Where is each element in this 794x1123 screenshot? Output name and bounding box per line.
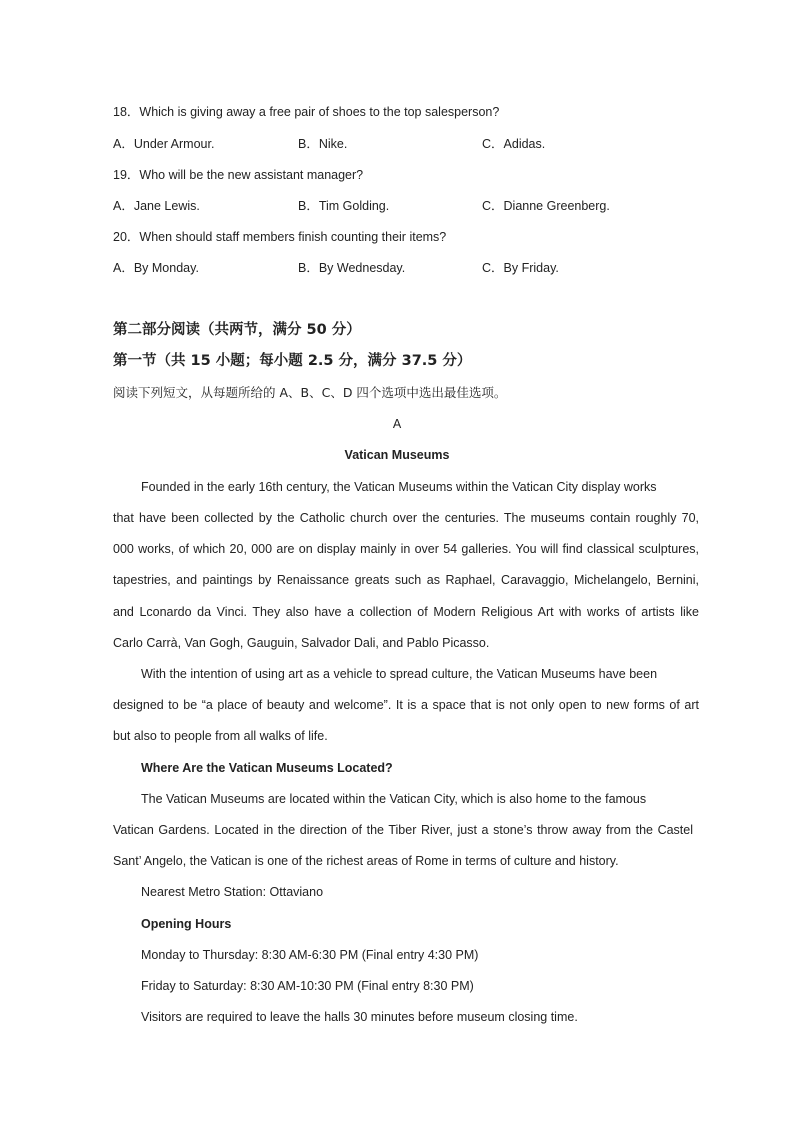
part-title: 第二部分阅读（共两节，满分 50 分） [113, 322, 361, 338]
paragraph-3-line: Sant’ Angelo, the Vatican is one of the richest areas of Rome in terms of culture and history. [113, 854, 619, 868]
question-20-option-c: C．By Friday. [482, 261, 559, 275]
question-19-option-a: A．Jane Lewis. [113, 199, 200, 213]
location-heading: Where Are the Vatican Museums Located? [141, 761, 393, 775]
paragraph-1-line: Founded in the early 16th century, the Vatican Museums within the Vatican City display works [141, 480, 657, 494]
question-18-option-c: C．Adidas. [482, 137, 546, 151]
paragraph-1-line: and Lconardo da Vinci. They also have a collection of Modern Religious Art with works of artists like [113, 605, 699, 619]
paragraph-1-line: Carlo Carrà, Van Gogh, Gauguin, Salvador Dali, and Pablo Picasso. [113, 636, 490, 650]
passage-title: Vatican Museums [344, 448, 450, 462]
paragraph-2-line: With the intention of using art as a vehicle to spread culture, the Vatican Museums have been [141, 667, 658, 681]
question-19-stem: 19．Who will be the new assistant manager? [113, 168, 364, 182]
question-19-option-b: B．Tim Golding. [298, 199, 390, 213]
hours-line: Visitors are required to leave the halls 30 minutes before museum closing time. [141, 1010, 578, 1024]
question-18-option-a: A．Under Armour. [113, 137, 215, 151]
paragraph-1-line: that have been collected by the Catholic church over the centuries. The museums contain roughly 70, [113, 511, 699, 525]
question-18-option-b: B．Nike. [298, 137, 348, 151]
reading-instruction: 阅读下列短文，从每题所给的 A、B、C、D 四个选项中选出最佳选项。 [113, 385, 507, 400]
question-20-option-a: A．By Monday. [113, 261, 199, 275]
paragraph-1-line: 000 works, of which 20, 000 are on display mainly in over 54 galleries. You will find classical sculptures, [113, 542, 699, 556]
subsection-title: 第一节（共 15 小题；每小题 2.5 分，满分 37.5 分） [113, 353, 472, 369]
paragraph-3-line: Vatican Gardens. Located in the direction of the Tiber River, just a stone’s throw away from the Castel [113, 823, 693, 837]
paragraph-1-line: tapestries, and paintings by Renaissance greats such as Raphael, Caravaggio, Michelangelo, Bernini, [113, 573, 699, 587]
hours-line: Monday to Thursday: 8:30 AM-6:30 PM (Final entry 4:30 PM) [141, 948, 479, 962]
question-19-option-c: C．Dianne Greenberg. [482, 199, 610, 213]
passage-label: A [392, 417, 402, 431]
paragraph-3-line: The Vatican Museums are located within the Vatican City, which is also home to the famous [141, 792, 647, 806]
hours-line: Friday to Saturday: 8:30 AM-10:30 PM (Final entry 8:30 PM) [141, 979, 474, 993]
question-20-option-b: B．By Wednesday. [298, 261, 406, 275]
opening-hours-heading: Opening Hours [141, 917, 232, 931]
metro-info: Nearest Metro Station: Ottaviano [141, 885, 324, 899]
paragraph-2-line: designed to be “a place of beauty and welcome”. It is a space that is not only open to new forms of art [113, 698, 699, 712]
question-20-stem: 20．When should staff members finish counting their items? [113, 230, 447, 244]
question-18-stem: 18．Which is giving away a free pair of shoes to the top salesperson? [113, 105, 500, 119]
paragraph-2-line: but also to people from all walks of life. [113, 729, 328, 743]
